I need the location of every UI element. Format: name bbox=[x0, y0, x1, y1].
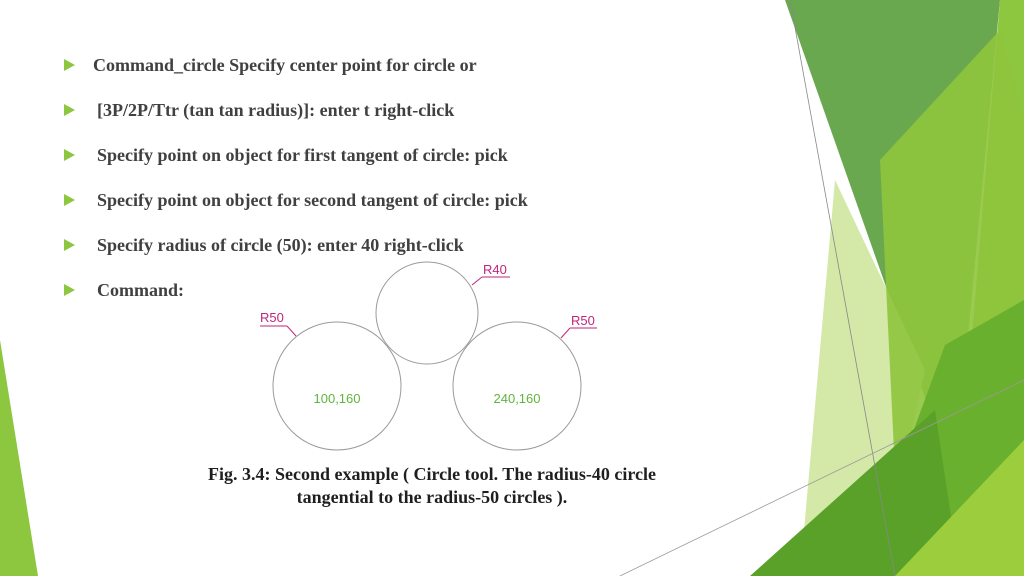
bullet-arrow-icon bbox=[64, 149, 75, 161]
bullet-arrow-icon bbox=[64, 284, 75, 296]
tangent-circles-figure bbox=[240, 255, 640, 465]
bullet-text: Command_circle Specify center point for circle or bbox=[93, 54, 477, 75]
right-radius-label: R50 bbox=[571, 313, 595, 328]
bullet-arrow-icon bbox=[64, 104, 75, 116]
right-radius-leader-arrow bbox=[561, 328, 570, 338]
bullet-item bbox=[64, 185, 528, 215]
left-corner-green bbox=[0, 340, 38, 576]
top-circle bbox=[376, 262, 478, 364]
caption-line-1: Fig. 3.4: Second example ( Circle tool. The radius-40 circle bbox=[208, 464, 656, 484]
top-radius-label: R40 bbox=[483, 262, 507, 277]
bullet-text: [3P/2P/Ttr (tan tan radius)]: enter t right-click bbox=[97, 99, 455, 120]
left-center-label: 100,160 bbox=[313, 391, 361, 406]
bullet-text: Specify point on object for first tangent of circle: pick bbox=[97, 144, 508, 165]
bullet-arrow-icon bbox=[64, 59, 75, 71]
bullet-text: Command: bbox=[97, 279, 185, 300]
bullet-item bbox=[64, 140, 508, 170]
bullet-arrow-icon bbox=[64, 194, 75, 206]
left-radius-leader-arrow bbox=[287, 326, 296, 336]
top-radius-leader-arrow bbox=[472, 277, 482, 285]
bullet-arrow-icon bbox=[64, 239, 75, 251]
caption-line-2: tangential to the radius-50 circles ). bbox=[296, 487, 568, 507]
right-circle bbox=[453, 322, 581, 450]
bullet-text: Specify point on object for second tangent of circle: pick bbox=[97, 189, 528, 210]
bullet-item bbox=[64, 95, 454, 125]
right-center-label: 240,160 bbox=[493, 391, 541, 406]
figure-caption bbox=[160, 463, 704, 509]
bullet-item bbox=[64, 275, 184, 305]
left-radius-label: R50 bbox=[260, 310, 284, 325]
left-circle bbox=[273, 322, 401, 450]
bullet-text: Specify radius of circle (50): enter 40 right-click bbox=[97, 234, 464, 255]
bullet-item bbox=[64, 50, 477, 80]
